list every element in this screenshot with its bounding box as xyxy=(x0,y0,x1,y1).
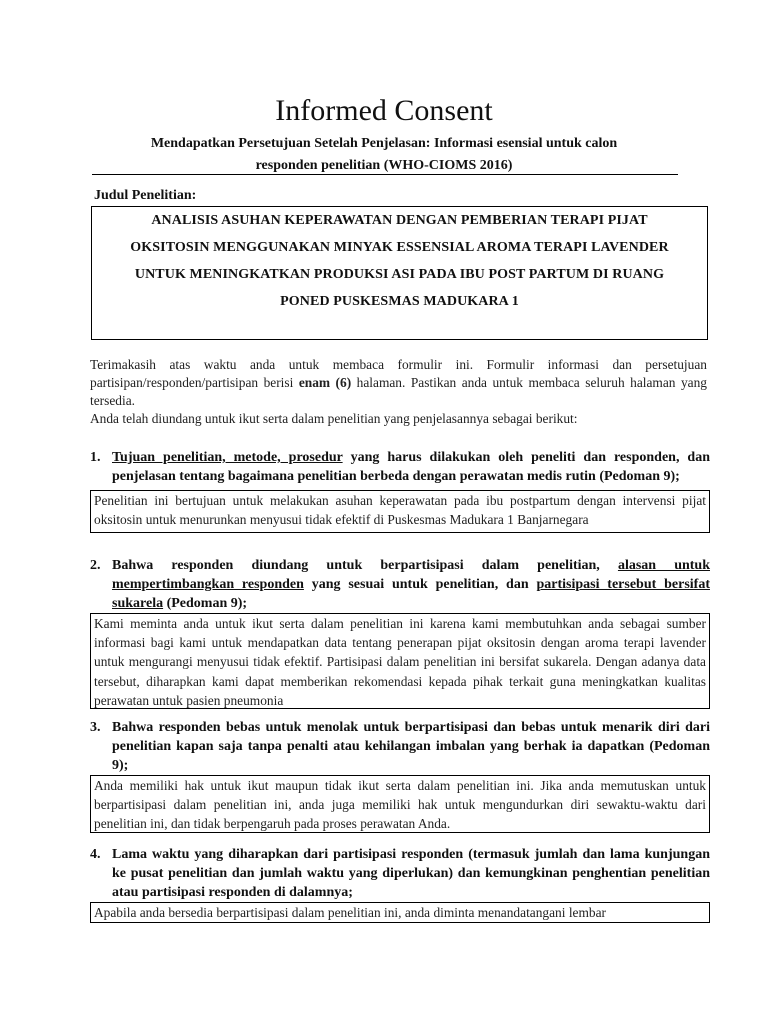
item-1-underlined-text: Tujuan penelitian, metode, prosedur xyxy=(112,450,343,465)
document-title: Informed Consent xyxy=(275,94,493,127)
title-divider xyxy=(92,174,678,175)
item-1-number: 1. xyxy=(90,450,101,465)
item-3-heading xyxy=(90,718,710,775)
item-3-answer-box: Anda memiliki hak untuk ikut maupun tidak ikut serta dalam penelitian ini. Jika anda memutuskan untuk berpartisipasi dalam penelitian ini, anda juga memiliki hak untuk mengundurkan diri sewaktu-waktu dari penelitian ini, dan tidak berpengaruh pada proses perawatan Anda. xyxy=(90,775,710,833)
document-subtitle xyxy=(110,133,658,177)
intro-paragraph-1 xyxy=(90,356,707,410)
consent-item-2 xyxy=(90,556,710,709)
subtitle-line-2: responden penelitian (WHO-CIOMS 2016) xyxy=(255,158,513,173)
item-2-text-a: Bahwa responden diundang untuk berpartisipasi dalam penelitian, xyxy=(112,558,618,573)
item-3-text: Bahwa responden bebas untuk menolak untuk berpartisipasi dan bebas untuk menarik diri dari penelitian kapan saja tanpa penalti atau kehilangan imbalan yang berhak ia dapatkan (Pedoman 9); xyxy=(112,720,710,773)
item-4-answer-box: Apabila anda bersedia berpartisipasi dalam penelitian ini, anda diminta menandatangani lembar xyxy=(90,902,710,923)
research-title-label: Judul Penelitian: xyxy=(94,188,197,203)
item-2-number: 2. xyxy=(90,558,101,573)
item-2-underlined-a: alasan untuk mempertimbangkan responden xyxy=(112,558,710,592)
intro-text-a: Terimakasih atas waktu anda untuk membaca formulir ini. Formulir informasi dan persetujuan partisipan/responden/partisipan berisi xyxy=(90,357,707,390)
research-title-line-2: OKSITOSIN MENGGUNAKAN MINYAK ESSENSIAL AROMA TERAPI LAVENDER xyxy=(130,240,669,255)
consent-item-4 xyxy=(90,845,710,923)
research-title-line-1: ANALISIS ASUHAN KEPERAWATAN DENGAN PEMBERIAN TERAPI PIJAT xyxy=(151,213,648,228)
item-4-number: 4. xyxy=(90,847,101,862)
item-1-heading xyxy=(90,448,710,486)
item-4-text: Lama waktu yang diharapkan dari partisipasi responden (termasuk jumlah dan lama kunjungan ke pusat penelitian dan jumlah waktu yang diperlukan) dan kemungkinan penghentian penelitian atau partisipasi responden di dalamnya; xyxy=(112,847,710,900)
subtitle-line-1: Mendapatkan Persetujuan Setelah Penjelasan: Informasi esensial untuk calon xyxy=(150,136,618,151)
item-3-number: 3. xyxy=(90,720,101,735)
intro-text-b: halaman. Pastikan anda untuk membaca seluruh halaman yang tersedia. xyxy=(90,375,708,408)
item-2-answer-box: Kami meminta anda untuk ikut serta dalam penelitian ini karena kami membutuhkan anda sebagai sumber informasi bagi kami untuk mendapatkan data tentang penerapan pijat oksitosin dengan aroma terapi lavender untuk mengurangi menyusui tidak efektif. Partisipasi dalam penelitian ini bersifat sukarela. Dengan adanya data tersebut, diharapkan kami dapat memberikan rekomendasi kepada pihak terkait guna meningkatkan kualitas perawatan untuk pasien pneumonia xyxy=(90,613,710,709)
item-2-underlined-b: partisipasi tersebut bersifat sukarela xyxy=(112,577,710,611)
research-title-box xyxy=(91,206,708,340)
consent-item-1 xyxy=(90,448,710,533)
research-title-line-3: UNTUK MENINGKATKAN PRODUKSI ASI PADA IBU POST PARTUM DI RUANG xyxy=(134,267,665,282)
intro-paragraph-2: Anda telah diundang untuk ikut serta dalam penelitian yang penjelasannya sebagai berikut: xyxy=(90,411,578,426)
item-2-text-c: (Pedoman 9); xyxy=(163,596,248,611)
item-2-heading xyxy=(90,556,710,613)
item-1-text: yang harus dilakukan oleh peneliti dan responden, dan penjelasan tentang bagaimana penelitian berbeda dengan perawatan medis rutin (Pedoman 9); xyxy=(112,450,711,484)
intro-page-count: enam (6) xyxy=(298,375,352,390)
item-4-heading xyxy=(90,845,710,902)
item-1-answer-box: Penelitian ini bertujuan untuk melakukan asuhan keperawatan pada ibu postpartum dengan intervensi pijat oksitosin untuk menurunkan menyusui tidak efektif di Puskesmas Madukara 1 Banjarnegara xyxy=(90,490,710,533)
research-title-line-4: PONED PUSKESMAS MADUKARA 1 xyxy=(280,294,519,309)
intro-text xyxy=(90,356,707,428)
consent-item-3 xyxy=(90,718,710,833)
item-2-text-b: yang sesuai untuk penelitian, dan xyxy=(303,577,537,592)
